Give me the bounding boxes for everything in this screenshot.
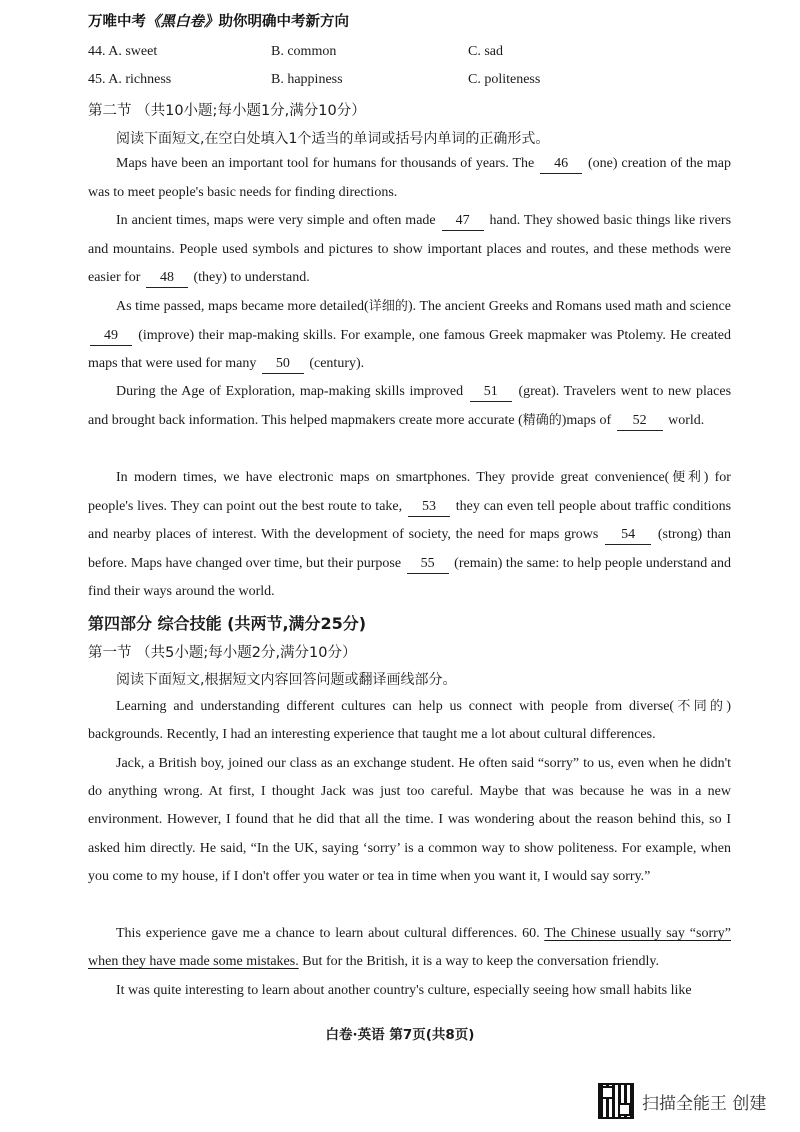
part-4-title: 第四部分 综合技能 (共两节,满分25分) bbox=[88, 614, 367, 633]
reading-paragraph-2: Jack, a British boy, joined our class as an exchange student. He often said “sorry” to us, even when he didn't do anything wrong. At first, I thought Jack was just too careful. Maybe that was because he was in a new environment. However, I found that he did that all the time. I was wondering about the reason behind this, so I asked him directly. He said, “In the UK, saying ‘sorry’ is a common way to show politeness. For example, when you come to my house, if I don't offer you water or tea in time when you want it, I would say sorry.” bbox=[88, 756, 731, 884]
passage-paragraph-5: In modern times, we have electronic maps on smartphones. They provide great convenience(便利) for people's lives. They can point out the best route to take, 53 they can even tell people about traffic conditions and nearby places of interest. With the development of society, the need for maps grows 54 (strong) than before. Maps have changed over time, but their purpose 55 (remain) the same: to help people understand and find their ways around the world. bbox=[88, 470, 732, 600]
option-row-44 bbox=[88, 44, 748, 68]
header-book-title: 《黑白卷》 bbox=[146, 14, 219, 30]
option-c: C. politeness bbox=[468, 72, 541, 87]
scanner-watermark bbox=[598, 1083, 766, 1119]
blank-49: 49 bbox=[90, 327, 132, 346]
page-footer: 白卷·英语 第7页(共8页) bbox=[325, 1027, 475, 1043]
header-suffix: 助你明确中考新方向 bbox=[218, 14, 349, 30]
reading-paragraph-3: This experience gave me a chance to learn about cultural differences. 60. The Chinese usually say “sorry” when they have made some mistakes. But for the British, it is a way to keep the conversation friendly. bbox=[88, 926, 731, 970]
blank-53: 53 bbox=[408, 498, 450, 517]
reading-paragraph-4: It was quite interesting to learn about another country's culture, especially seeing how small habits like bbox=[116, 983, 692, 998]
section-2-title: 第二节 （共10小题;每小题1分,满分10分） bbox=[88, 103, 366, 119]
blank-52: 52 bbox=[617, 412, 663, 431]
blank-55: 55 bbox=[407, 555, 449, 574]
option-c: C. sad bbox=[468, 44, 503, 59]
option-row-45 bbox=[88, 72, 748, 96]
blank-50: 50 bbox=[262, 355, 304, 374]
passage-paragraph-2: In ancient times, maps were very simple and often made 47 hand. They showed basic things like rivers and mountains. People used symbols and pictures to show important places and routes, and these methods were easier for 48 (they) to understand. bbox=[88, 207, 731, 293]
part-4-instruction: 阅读下面短文,根据短文内容回答问题或翻译画线部分。 bbox=[116, 672, 457, 688]
passage-paragraph-4: During the Age of Exploration, map-making skills improved 51 (great). Travelers went to new places and brought back information. This helped mapmakers create more accurate (精确的)maps of 52 world. bbox=[88, 378, 731, 435]
passage-paragraph-1: Maps have been an important tool for humans for thousands of years. The 46 (one) creation of the map was to meet people's basic needs for finding directions. bbox=[88, 156, 731, 200]
header-banner bbox=[88, 10, 349, 31]
option-a: 44. A. sweet bbox=[88, 44, 158, 59]
blank-54: 54 bbox=[605, 526, 651, 545]
part-4-section-1-title: 第一节 （共5小题;每小题2分,满分10分） bbox=[88, 645, 357, 661]
section-2-instruction: 阅读下面短文,在空白处填入1个适当的单词或括号内单词的正确形式。 bbox=[116, 131, 550, 147]
watermark-text: 扫描全能王 创建 bbox=[642, 1093, 767, 1114]
option-b: B. common bbox=[271, 44, 337, 59]
blank-51: 51 bbox=[470, 383, 512, 402]
reading-paragraph-1: Learning and understanding different cultures can help us connect with people from diverse(不同的) backgrounds. Recently, I had an interesting experience that taught me a lot about cultural differences. bbox=[88, 699, 731, 743]
underlined-translation-sentence: The Chinese usually say “sorry” when they have made some mistakes. bbox=[88, 926, 731, 970]
option-b: B. happiness bbox=[271, 72, 343, 87]
passage-paragraph-3: As time passed, maps became more detailed(详细的). The ancient Greeks and Romans used math and science 49 (improve) their map-making skills. For example, one famous Greek mapmaker was Ptolemy. He created maps that were used for many 50 (century). bbox=[88, 293, 731, 379]
blank-46: 46 bbox=[540, 155, 582, 174]
option-a: 45. A. richness bbox=[88, 72, 172, 87]
blank-48: 48 bbox=[146, 269, 188, 288]
blank-47: 47 bbox=[442, 212, 484, 231]
header-prefix: 万唯中考 bbox=[88, 14, 146, 30]
qr-code-icon bbox=[598, 1083, 634, 1119]
